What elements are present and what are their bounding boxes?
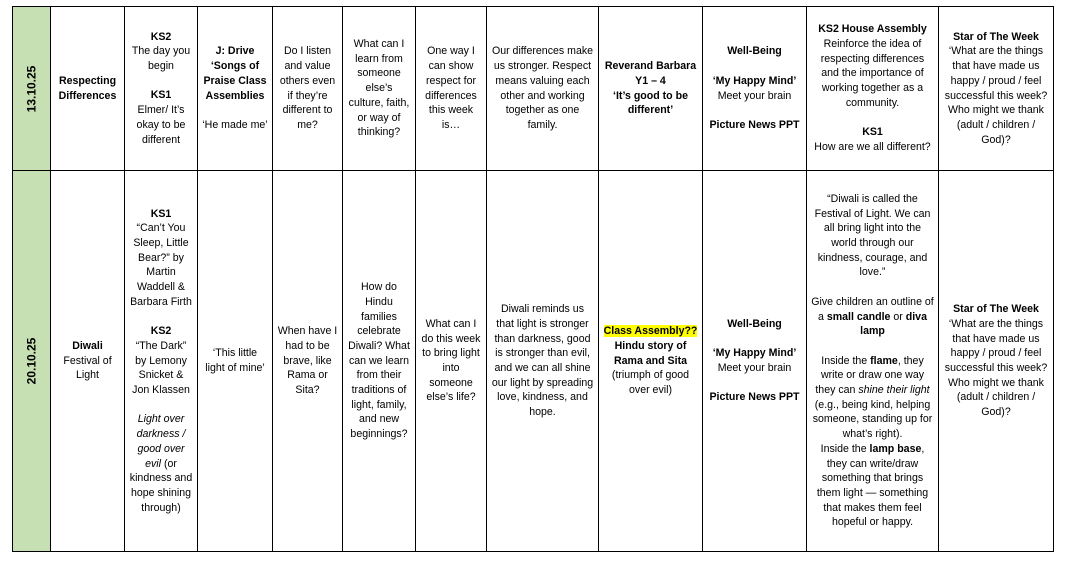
question-2-cell [343, 171, 416, 552]
wellbeing-text: Meet your brain [717, 89, 792, 102]
question-3-cell [416, 7, 487, 171]
house-assembly-base-step: Inside the lamp base, they can write/draw something that brings them light — something that makes them feel hopeful or happy. [816, 442, 929, 529]
visitor-cell [599, 7, 703, 171]
wellbeing-title: Well-Being [727, 45, 782, 58]
story-ks1-text: “Can’t You Sleep, Little Bear?” by Martin Waddell & Barbara Firth [130, 222, 192, 308]
story-ks2-label: KS2 [150, 325, 172, 338]
story-cell [125, 7, 198, 171]
wellbeing-ppt: Picture News PPT [709, 118, 800, 131]
theme-subtitle: Festival of Light [63, 354, 112, 382]
week-row-1 [13, 7, 1054, 171]
class-assembly-highlight: Class Assembly?? [603, 325, 698, 338]
story-theme-note-rest: (or kindness and hope shining through) [129, 457, 193, 514]
star-of-week-question: ‘What are the things that have made us happy / proud / feel successful this week? [944, 45, 1048, 102]
visitor-cell [599, 171, 703, 552]
house-assembly-text: Reinforce the idea of respecting differences and the importance of working together as a community. [820, 38, 925, 109]
star-of-week-title: Star of The Week [953, 30, 1039, 43]
story-ks2-text: The day you begin [131, 45, 191, 73]
wellbeing-subtitle: ‘My Happy Mind’ [712, 347, 797, 360]
question-2-cell [343, 7, 416, 171]
story-cell [125, 171, 198, 552]
song-source: J: Drive ‘Songs of Praise Class Assemblies [203, 45, 267, 102]
visitor-year: Y1 – 4 [635, 74, 666, 87]
visitor-name: Reverand Barbara [604, 60, 697, 73]
question-1: Do I listen and value others even if they’re different to me? [279, 45, 336, 131]
message-cell [487, 7, 599, 171]
house-assembly-title: KS2 House Assembly [818, 23, 927, 36]
star-of-week-cell [939, 7, 1054, 171]
story-ks1-label: KS1 [150, 89, 172, 102]
week-date: 13.10.25 [24, 65, 39, 112]
question-3: One way I can show respect for differences this week is… [425, 45, 477, 131]
song-title: ‘This little light of mine’ [205, 347, 265, 374]
star-of-week-title: Star of The Week [953, 303, 1039, 316]
star-of-week-thanks: Who might we thank (adult / children / God)? [948, 376, 1044, 419]
question-1-cell [273, 7, 343, 171]
house-assembly-ks1-label: KS1 [862, 126, 883, 139]
house-assembly-activity: Give children an outline of a small candle or diva lamp [811, 295, 934, 338]
week-row-2 [13, 171, 1054, 552]
key-message: Diwali reminds us that light is stronger than darkness, good is stronger than evil, and we can all shine our light by spreading love, kindness, and hope. [491, 303, 594, 419]
wellbeing-cell [703, 7, 807, 171]
key-message: Our differences make us stronger. Respect means valuing each other and working together as one family. [491, 45, 594, 131]
song-cell [198, 171, 273, 552]
theme-cell [51, 7, 125, 171]
assembly-plan-table [12, 6, 1054, 552]
visitor-title: Hindu story of Rama and Sita [613, 339, 687, 367]
story-ks2-label: KS2 [150, 30, 172, 43]
wellbeing-cell [703, 171, 807, 552]
week-date: 20.10.25 [24, 337, 39, 385]
question-1-cell [273, 171, 343, 552]
question-2: How do Hindu families celebrate Diwali? What can we learn from their traditions of light, family, and new beginnings? [348, 281, 410, 441]
week-date-cell [13, 7, 51, 171]
house-assembly-cell [807, 171, 939, 552]
visitor-text: (triumph of good over evil) [611, 369, 690, 397]
story-ks1-text: Elmer/ It’s okay to be different [136, 104, 186, 146]
question-1: When have I had to be brave, like Rama or Sita? [277, 325, 338, 397]
visitor-title: ‘It’s good to be different’ [613, 89, 688, 117]
story-ks1-label: KS1 [150, 207, 172, 220]
star-of-week-question: ‘What are the things that have made us happy / proud / feel successful this week? [944, 317, 1048, 374]
wellbeing-subtitle: ‘My Happy Mind’ [712, 74, 797, 87]
house-assembly-cell [807, 7, 939, 171]
house-assembly-quote: “Diwali is called the Festival of Light. We can all bring light into the world through our kindness, courage, and love.” [814, 192, 931, 279]
week-date-cell [13, 171, 51, 552]
star-of-week-cell [939, 171, 1054, 552]
story-theme-note: Light over darkness / good over evil [136, 413, 186, 470]
question-3-cell [416, 171, 487, 552]
theme-cell [51, 171, 125, 552]
song-title: ‘He made me’ [202, 118, 268, 131]
story-ks2-text: “The Dark” by Lemony Snicket & Jon Klassen [132, 339, 190, 397]
wellbeing-title: Well-Being [727, 317, 782, 330]
theme-title: Diwali [72, 339, 103, 352]
house-assembly-ks1-text: How are we all different? [814, 140, 931, 153]
wellbeing-ppt: Picture News PPT [709, 391, 800, 404]
house-assembly-flame-step: Inside the flame, they write or draw one way they can shine their light (e.g., being kind, helping someone, standing up for what’s right). [812, 354, 933, 441]
message-cell [487, 171, 599, 552]
question-2: What can I learn from someone else’s culture, faith, or way of thinking? [348, 38, 410, 139]
song-cell [198, 7, 273, 171]
star-of-week-thanks: Who might we thank (adult / children / God)? [948, 104, 1044, 146]
question-3: What can I do this week to bring light into someone else’s life? [421, 317, 481, 404]
wellbeing-text: Meet your brain [717, 362, 792, 374]
theme-title: Respecting Differences [58, 74, 117, 102]
